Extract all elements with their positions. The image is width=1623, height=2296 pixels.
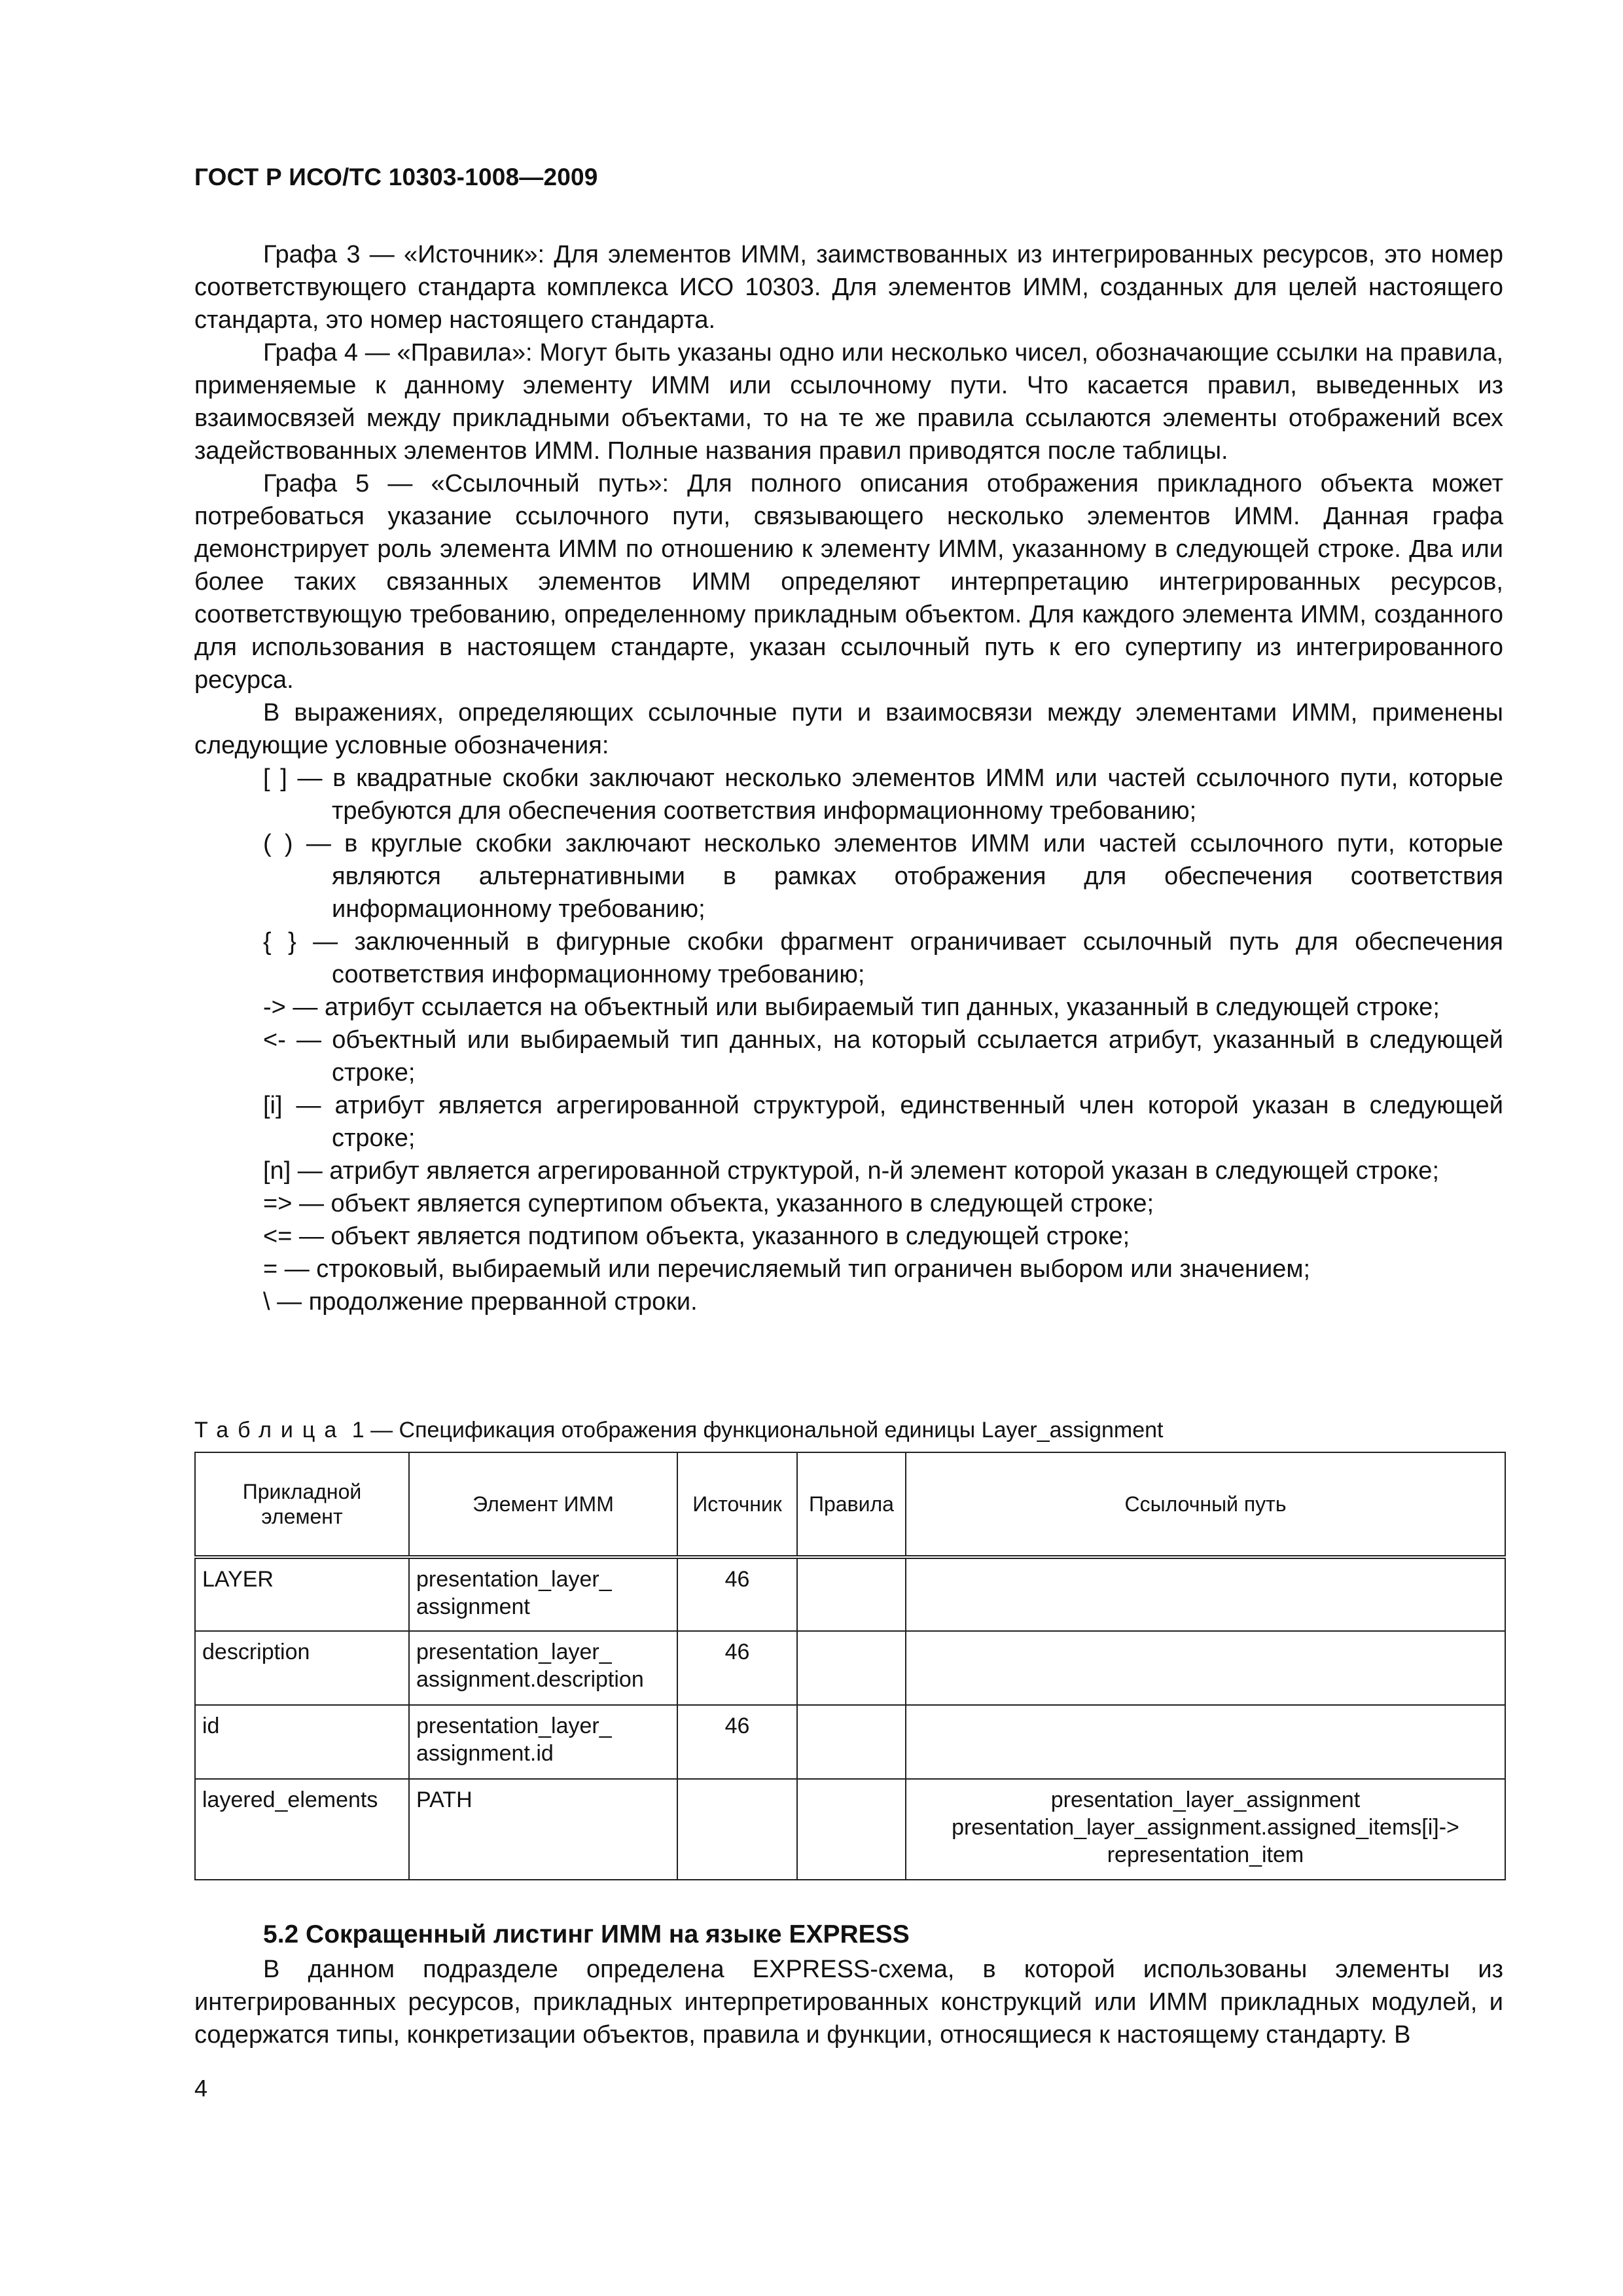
cell-application-element: description <box>195 1631 409 1705</box>
section-heading: 5.2 Сокращенный листинг ИММ на языке EXPRESS <box>263 1920 910 1948</box>
notation-item-curly-braces: { } — заключенный в фигурные скобки фрагмент ограничивает ссылочный путь для обеспечения соответствия информационному требованию; <box>263 928 1503 988</box>
cell-source: 46 <box>677 1631 797 1705</box>
cell-rules <box>797 1779 906 1880</box>
table-row <box>195 1557 1505 1631</box>
header-reference-path: Ссылочный путь <box>906 1452 1505 1557</box>
header-rules: Правила <box>797 1452 906 1557</box>
cell-aim-element: presentation_layer_ assignment <box>409 1557 677 1631</box>
notation-item-square-brackets: [ ] — в квадратные скобки заключают несколько элементов ИММ или частей ссылочного пути, которые требуются для обеспечения соответствия информационному требованию; <box>263 764 1503 825</box>
notation-item-parentheses: ( ) — в круглые скобки заключают несколько элементов ИММ или частей ссылочного пути, которые являются альтернативными в рамках отображения для обеспечения соответствия информационному требованию; <box>263 830 1503 923</box>
header-source: Источник <box>677 1452 797 1557</box>
body-text <box>194 238 1503 1318</box>
table-row <box>195 1705 1505 1779</box>
cell-application-element: id <box>195 1705 409 1779</box>
section-paragraph: В данном подразделе определена EXPRESS-схема, в которой использованы элементы из интегрированных ресурсов, прикладных интерпретированных конструкций или ИММ прикладных модулей, и содержатся типы, конкретизации объектов, правила и функции, относящиеся к настоящему стандарту. В <box>194 1956 1503 2049</box>
cell-reference-path <box>906 1557 1505 1631</box>
cell-aim-element: presentation_layer_ assignment.id <box>409 1705 677 1779</box>
notation-item-equals: = — строковый, выбираемый или перечисляемый тип ограничен выбором или значением; <box>263 1255 1311 1283</box>
notation-item-index-n: [n] — атрибут является агрегированной структурой, n-й элемент которой указан в следующей строке; <box>263 1157 1440 1185</box>
cell-rules <box>797 1557 906 1631</box>
cell-source: 46 <box>677 1705 797 1779</box>
cell-reference-path <box>906 1705 1505 1779</box>
notation-list <box>194 762 1503 1318</box>
cell-application-element: LAYER <box>195 1557 409 1631</box>
table-row <box>195 1779 1505 1880</box>
header-application-element: Прикладной элемент <box>195 1452 409 1557</box>
table-caption <box>194 1418 1163 1443</box>
paragraph-column-5: Графа 5 — «Ссылочный путь»: Для полного описания отображения прикладного объекта может потребоваться указание ссылочного пути, связывающего несколько элементов ИММ. Данная графа демонстрирует роль элемента ИММ по отношению к элементу ИММ, указанному в следующей строке. Два или более таких связанных элементов ИММ определяют интерпретацию интегрированных ресурсов, соответствующую требованию, определенному прикладным объектом. Для каждого элемента ИММ, созданного для использования в настоящем стандарте, указан ссылочный путь к его супертипу из интегрированного ресурса. <box>194 470 1503 694</box>
cell-source <box>677 1779 797 1880</box>
header-aim-element: Элемент ИММ <box>409 1452 677 1557</box>
cell-application-element: layered_elements <box>195 1779 409 1880</box>
paragraph-notation-intro: В выражениях, определяющих ссылочные пути и взаимосвязи между элементами ИММ, применены следующие условные обозначения: <box>194 699 1503 759</box>
cell-reference-path <box>906 1631 1505 1705</box>
notation-item-arrow-right: -> — атрибут ссылается на объектный или выбираемый тип данных, указанный в следующей строке; <box>263 994 1440 1021</box>
notation-item-backslash: \ — продолжение прерванной строки. <box>263 1288 698 1316</box>
running-header: ГОСТ Р ИСО/ТС 10303-1008—2009 <box>194 164 598 190</box>
section-body <box>194 1953 1503 2051</box>
notation-item-arrow-left: <- — объектный или выбираемый тип данных, на который ссылается атрибут, указанный в следующей строке; <box>263 1026 1503 1086</box>
paragraph-column-3: Графа 3 — «Источник»: Для элементов ИММ, заимствованных из интегрированных ресурсов, это номер соответствующего стандарта комплекса ИСО 10303. Для элементов ИММ, созданных для целей настоящего стандарта, это номер настоящего стандарта. <box>194 241 1503 334</box>
page-number: 4 <box>194 2075 208 2102</box>
cell-rules <box>797 1705 906 1779</box>
cell-reference-path: presentation_layer_assignment presentation_layer_assignment.assigned_items[i]-> representation_item <box>906 1779 1505 1880</box>
cell-aim-element: PATH <box>409 1779 677 1880</box>
mapping-table <box>194 1452 1506 1880</box>
paragraph-column-4: Графа 4 — «Правила»: Могут быть указаны одно или несколько чисел, обозначающие ссылки на правила, применяемые к данному элементу ИММ или ссылочному пути. Что касается правил, выведенных из взаимосвязей между прикладными объектами, то на те же правила ссылаются элементы отображений всех задействованных элементов ИММ. Полные названия правил приводятся после таблицы. <box>194 339 1503 465</box>
table-row <box>195 1631 1505 1705</box>
notation-item-subtype: <= — объект является подтипом объекта, указанного в следующей строке; <box>263 1223 1130 1250</box>
notation-item-index-i: [i] — атрибут является агрегированной структурой, единственный член которой указан в следующей строке; <box>263 1092 1503 1152</box>
table-header-row <box>195 1452 1505 1557</box>
cell-aim-element: presentation_layer_ assignment.description <box>409 1631 677 1705</box>
cell-source: 46 <box>677 1557 797 1631</box>
notation-item-supertype: => — объект является супертипом объекта, указанного в следующей строке; <box>263 1190 1154 1217</box>
cell-rules <box>797 1631 906 1705</box>
table-caption-text: 1 — Спецификация отображения функциональной единицы Layer_assignment <box>346 1418 1164 1443</box>
table-caption-label: Таблица <box>194 1418 346 1443</box>
